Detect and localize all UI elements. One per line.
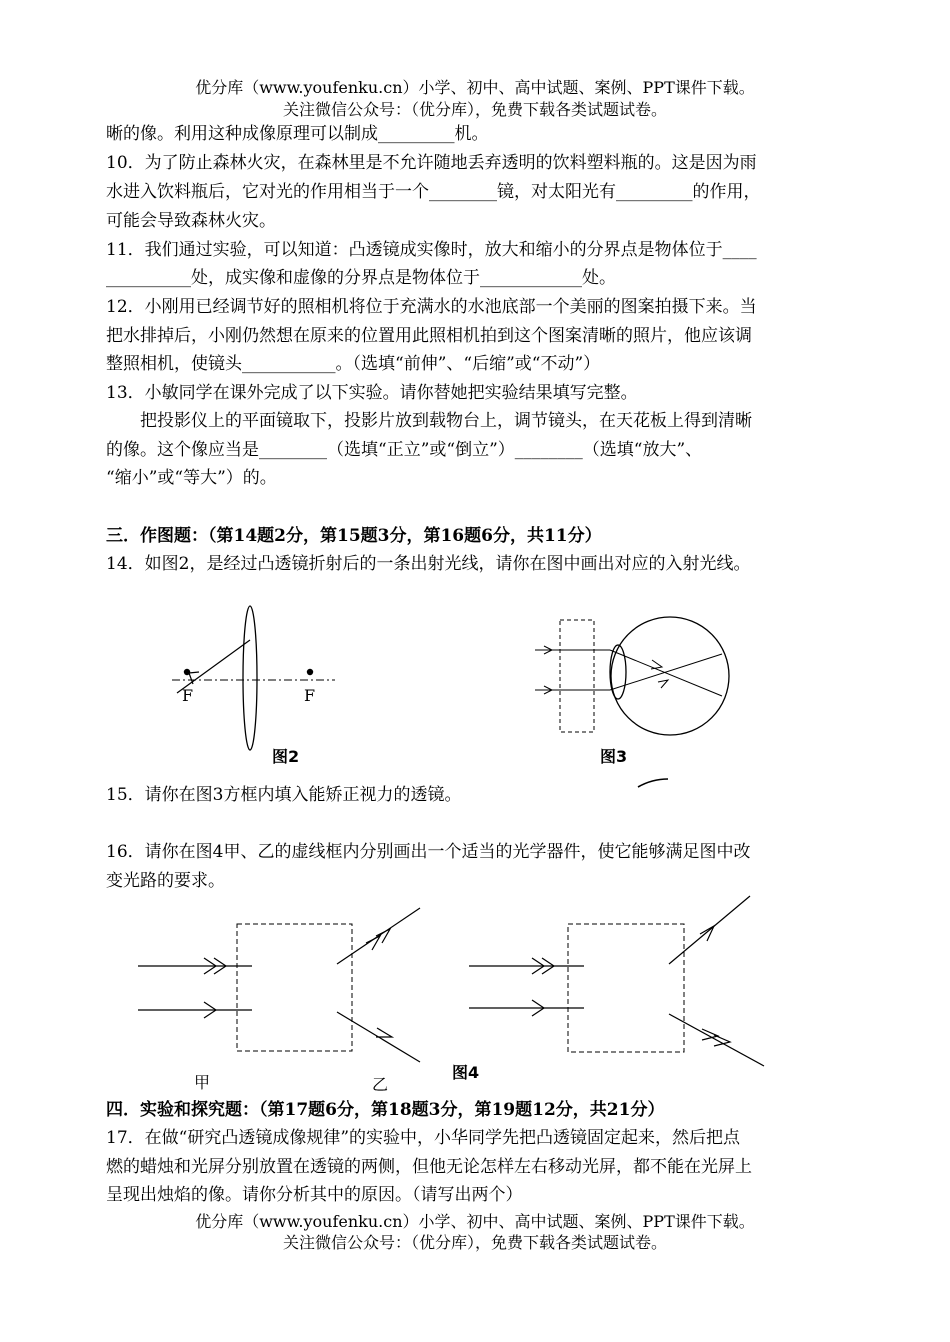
emergent-ray-bottom [669,1014,764,1066]
convex-lens [243,606,257,750]
figure-4-caption: 图4 [452,1063,480,1082]
text-line: 晰的像。利用这种成像原理可以制成_________机。 [106,124,489,144]
double-arrow [702,1029,730,1046]
emergent-ray-top [337,908,420,964]
question-15: 15．请你在图3方框内填入能矫正视力的透镜。 [106,785,462,805]
device-box-jia [237,924,352,1051]
text-line: 变光路的要求。 [106,871,225,891]
figure-4-label-jia: 甲 [194,1073,211,1092]
figure-2 [160,600,350,760]
text-line: 把水排掉后，小刚仍然想在原来的位置用此照相机拍到这个图案清晰的照片，他应该调 [106,326,752,346]
focus-label-left: F [182,686,194,705]
figure-4-jia [130,900,430,1070]
figure-3-caption: 图3 [600,747,628,766]
figure-4-yi [462,890,772,1080]
text-line: 整照相机，使镜头___________。（选填“前伸”、“后缩”或“不动”） [106,354,601,374]
text-line: 可能会导致森林火灾。 [106,211,276,231]
text-line: 的像。这个像应当是________（选填“正立”或“倒立”）________（选填“放大”、 [106,440,703,460]
figure-2-caption: 图2 [272,747,300,766]
emergent-ray-top [669,896,750,964]
header-line-1: 优分库（www.youfenku.cn）小学、初中、高中试题、案例、PPT课件下载。 [195,78,755,97]
focus-label-right: F [304,686,316,705]
double-arrow [366,929,390,950]
correction-lens-box [560,620,594,732]
text-line: 水进入饮料瓶后，它对光的作用相当于一个________镜，对太阳光有_________的作用， [106,182,761,202]
converging-ray-top [610,650,722,696]
text-line: __________处，成实像和虚像的分界点是物体位于____________处。 [106,268,616,288]
question-16: 16．请你在图4甲、乙的虚线框内分别画出一个适当的光学器件，使它能够满足图中改 [106,842,751,862]
section-4-title: 四．实验和探究题：（第17题6分，第18题3分，第19题12分，共21分） [106,1100,665,1120]
figure-3 [530,610,740,760]
converging-ray-bottom [610,654,722,690]
eyeball [611,617,729,735]
stray-mark [636,776,672,790]
text-line: “缩小”或“等大”）的。 [106,468,277,488]
question-10: 10．为了防止森林火灾，在森林里是不允许随地丢弃透明的饮料塑料瓶的。这是因为雨 [106,153,757,173]
text-line: 呈现出烛焰的像。请你分析其中的原因。（请写出两个） [106,1185,523,1205]
figure-4-label-yi: 乙 [372,1075,389,1094]
text-line: 把投影仪上的平面镜取下，投影片放到载物台上，调节镜头，在天花板上得到清晰 [106,411,752,431]
text-line: 燃的蜡烛和光屏分别放置在透镜的两侧，但他无论怎样左右移动光屏，都不能在光屏上 [106,1157,752,1177]
footer-line-2: 关注微信公众号：（优分库），免费下载各类试题试卷。 [282,1233,667,1252]
question-11: 11．我们通过实验，可以知道：凸透镜成实像时，放大和缩小的分界点是物体位于____ [106,240,757,260]
device-box-yi [568,924,684,1052]
ray-arrow [658,680,668,688]
question-13: 13．小敏同学在课外完成了以下实验。请你替她把实验结果填写完整。 [106,383,638,403]
header-line-2: 关注微信公众号：（优分库），免费下载各类试题试卷。 [282,100,667,119]
footer-line-1: 优分库（www.youfenku.cn）小学、初中、高中试题、案例、PPT课件下载。 [195,1212,755,1231]
section-3-title: 三．作图题：（第14题2分，第15题3分，第16题6分，共11分） [106,526,602,546]
focus-point-right [307,669,313,675]
single-arrow [376,1028,392,1037]
question-14: 14．如图2，是经过凸透镜折射后的一条出射光线，请你在图中画出对应的入射光线。 [106,554,751,574]
question-17: 17．在做“研究凸透镜成像规律”的实验中，小华同学先把凸透镜固定起来，然后把点 [106,1128,741,1148]
question-12: 12．小刚用已经调节好的照相机将位于充满水的水池底部一个美丽的图案拍摄下来。当 [106,297,757,317]
